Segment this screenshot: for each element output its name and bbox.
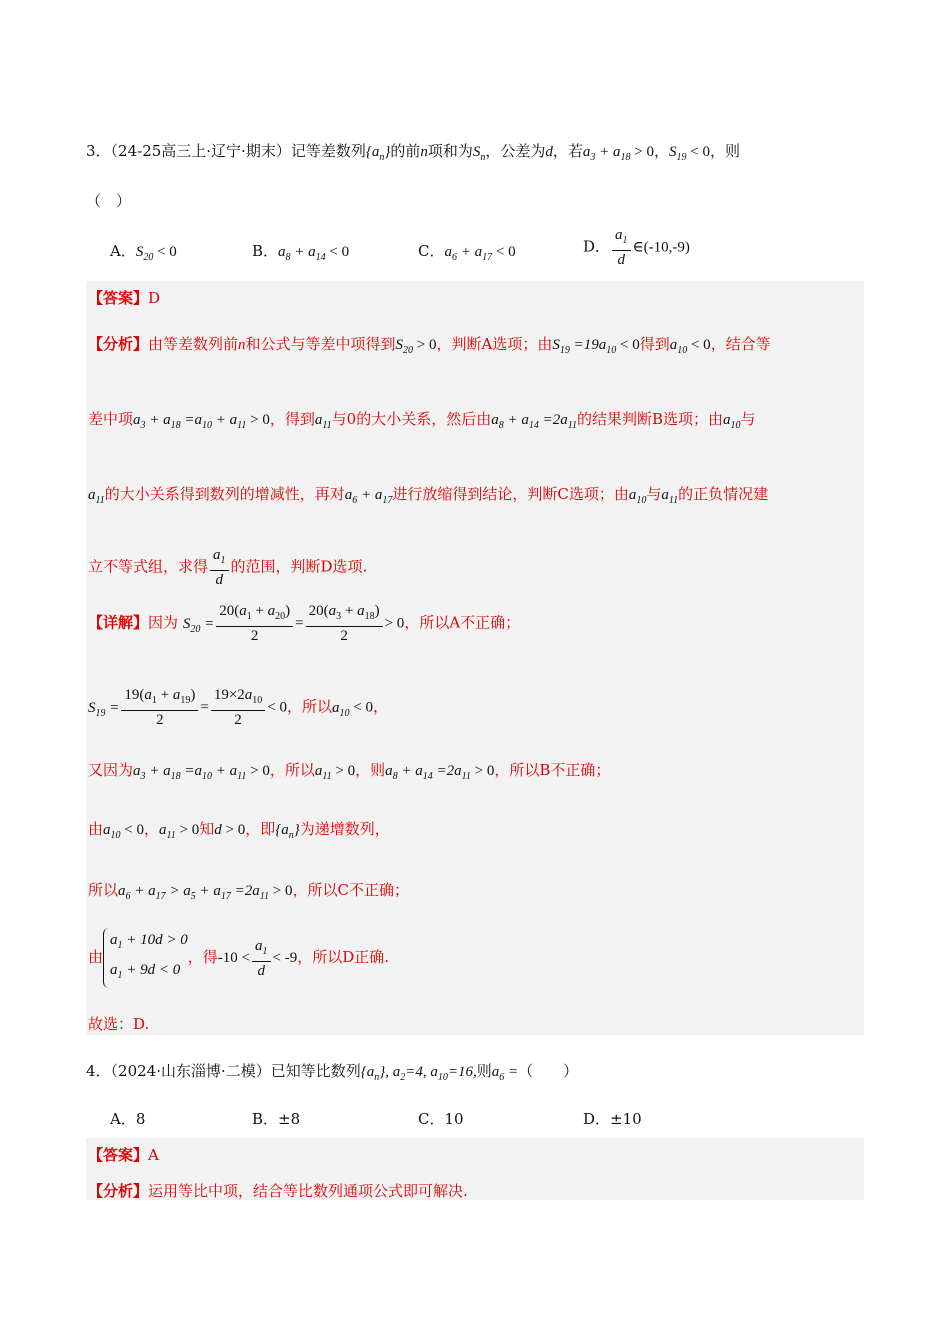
q3-option-b[interactable]: B．$a_8 + a_{14} < 0$ — [252, 242, 350, 263]
q3-detail-line5: 所以$a_6 + a_{17} > a_5 + a_{17} =2a_{11} > 0$，所以C不正确； — [88, 881, 409, 902]
q3-answer: 【答案】D — [88, 289, 161, 307]
q3-detail-line3: 又因为$a_3 + a_{18} =a_{10} + a_{11} > 0$，所以$a_{11} > 0$，则$a_8 + a_{14} =2a_{11} > 0$，所以B不正确； — [88, 761, 611, 782]
q3-stem: 3．（24-25高三上·辽宁·期末）记等差数列$\{a_n\}$的前n项和为$S_n$，公差为d，若$a_3 + a_{18} > 0$，$S_{19} < 0$，则 — [86, 142, 740, 163]
q3-detail-choose: 故选：D. — [88, 1015, 150, 1033]
q3-solution-panel — [86, 281, 864, 1035]
q4-option-d[interactable]: D．±10 — [583, 1110, 642, 1128]
q3-option-d[interactable]: D． $\frac{a_1}{d}$ ∈(-10,-9) — [583, 227, 690, 268]
q3-detail-line4: 由$a_{10} < 0$，$a_{11} > 0$知d > 0，即$\{a_n\}$为递增数列， — [88, 820, 390, 841]
q4-option-b[interactable]: B．±8 — [252, 1110, 301, 1128]
q3-detail-line6: 由 $a_1 + 10d > 0$ $a_1 + 9d < 0$ ，得-10 < $\frac{a_1}{d}$ < -9，所以D正确. — [88, 928, 389, 988]
q4-option-a[interactable]: A．8 — [110, 1110, 146, 1128]
q3-analysis-line4: 立不等式组，求得 $\frac{a_1}{d}$ 的范围，判断D选项. — [88, 547, 368, 588]
q4-answer: 【答案】A — [88, 1146, 159, 1164]
q3-option-c[interactable]: C．$a_6 + a_{17} < 0$ — [418, 242, 516, 263]
q3-analysis-line1: 【分析】由等差数列前n和公式与等差中项得到$S_{20} > 0$，判断A选项；由$S_{19} =19a_{10} < 0$得到$a_{10} < 0$，结合等 — [88, 335, 771, 356]
q3-analysis-line2: 差中项$a_3 + a_{18} =a_{10} + a_{11} > 0$，得到$a_{11}$与0的大小关系，然后由$a_8 + a_{14} =2a_{11}$的结果判断B选项；由$a_{10}$与 — [88, 410, 756, 431]
q3-paren: （ ） — [86, 192, 132, 210]
q4-stem: 4．（2024·山东淄博·二模）已知等比数列$\{a_n\}$, $a_2=4$, $a_{10}=16$,则$a_6$ =（ ） — [86, 1062, 579, 1083]
q3-detail-line2: $S_{19}$ = $\frac{19(a_1 + a_{19})}{2}$ = $\frac{19\times 2a_{10}}{2}$ < 0，所以$a_{10} < 0$， — [88, 687, 388, 728]
q4-option-c[interactable]: C．10 — [418, 1110, 464, 1128]
q3-option-a[interactable]: A．$S_{20} < 0$ — [110, 242, 177, 263]
q3-detail-line1: 【详解】因为 $S_{20}$ = $\frac{20(a_1 + a_{20})}{2}$ = $\frac{20(a_3 + a_{18})}{2}$ > 0，所以A不正确； — [88, 603, 521, 644]
q4-analysis: 【分析】运用等比中项，结合等比数列通项公式即可解决. — [88, 1182, 468, 1200]
q3-analysis-line3: $a_{11}$的大小关系得到数列的增减性，再对$a_6 + a_{17}$进行放缩得到结论，判断C选项；由$a_{10}$与$a_{11}$的正负情况建 — [88, 485, 769, 506]
